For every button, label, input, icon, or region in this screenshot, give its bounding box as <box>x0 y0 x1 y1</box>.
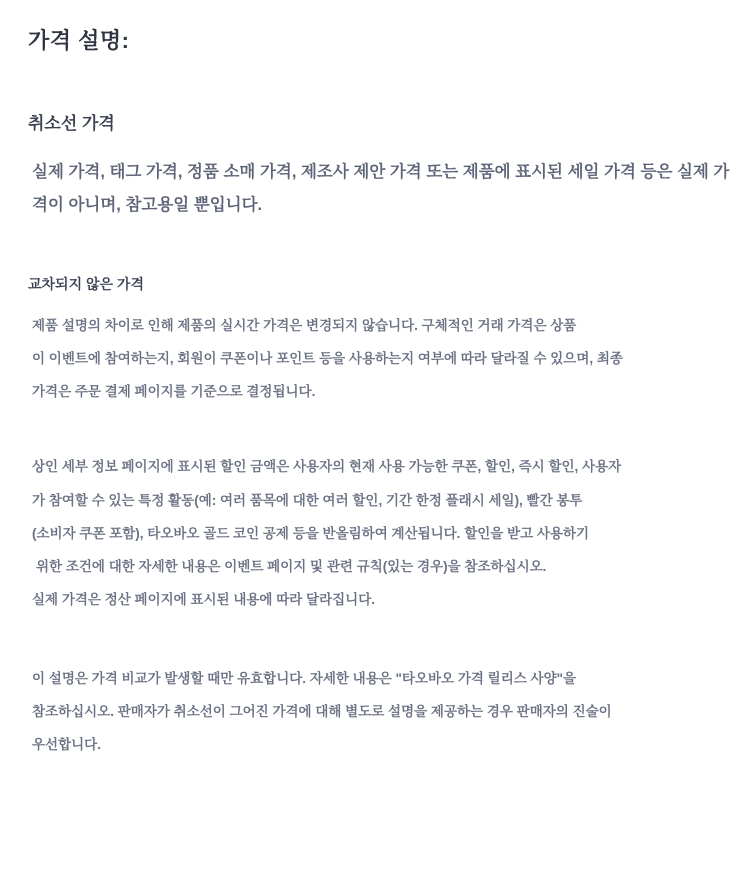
strikethrough-price-lead-text: 실제 가격, 태그 가격, 정품 소매 가격, 제조사 제안 가격 또는 제품에 표시된 세일 가격 등은 실제 가격이 아니며, 참고용일 뿐입니다. <box>32 163 730 215</box>
paragraph-line: 가격은 주문 결제 페이지를 기준으로 결정됩니다. <box>32 384 316 400</box>
paragraph-line: 상인 세부 정보 페이지에 표시된 할인 금액은 사용자의 현재 사용 가능한 쿠폰, 할인, 즉시 할인, 사용자 <box>32 459 622 475</box>
section-strikethrough-price <box>28 111 734 223</box>
section-heading-strikethrough-price: 취소선 가격 <box>28 113 115 133</box>
paragraph-realtime-price <box>32 309 734 408</box>
section-non-strikethrough-price <box>28 274 734 761</box>
paragraph-line: 가 참여할 수 있는 특정 활동(예: 여러 품목에 대한 여러 할인, 기간 한정 플래시 세일), 빨간 봉투 <box>32 492 583 508</box>
page-title: 가격 설명: <box>28 28 130 53</box>
paragraph-line: 이 이벤트에 참여하는지, 회원이 쿠폰이나 포인트 등을 사용하는지 여부에 따라 달라질 수 있으며, 최종 <box>32 351 623 367</box>
paragraph-line: 제품 설명의 차이로 인해 제품의 실시간 가격은 변경되지 않습니다. 구체적인 거래 가격은 상품 <box>32 318 577 334</box>
paragraph-line: 우선합니다. <box>32 736 101 752</box>
paragraph-line: (소비자 쿠폰 포함), 타오바오 골드 코인 공제 등을 반올림하여 계산됩니다. 할인을 받고 사용하기 <box>32 525 590 541</box>
paragraph-line: 위한 조건에 대한 자세한 내용은 이벤트 페이지 및 관련 규칙(있는 경우)을 참조하십시오. <box>36 558 547 574</box>
paragraph-price-comparison-validity <box>32 662 734 761</box>
paragraph-discount-calculation <box>32 450 734 615</box>
section-heading-non-strikethrough-price: 교차되지 않은 가격 <box>28 276 144 293</box>
paragraph-line: 참조하십시오. 판매자가 취소선이 그어진 가격에 대해 별도로 설명을 제공하는 경우 판매자의 진술이 <box>32 703 612 719</box>
paragraph-line: 실제 가격은 정산 페이지에 표시된 내용에 따라 달라집니다. <box>32 591 375 607</box>
paragraph-line: 이 설명은 가격 비교가 발생할 때만 유효합니다. 자세한 내용은 "타오바오 가격 릴리스 사양"을 <box>32 670 577 686</box>
